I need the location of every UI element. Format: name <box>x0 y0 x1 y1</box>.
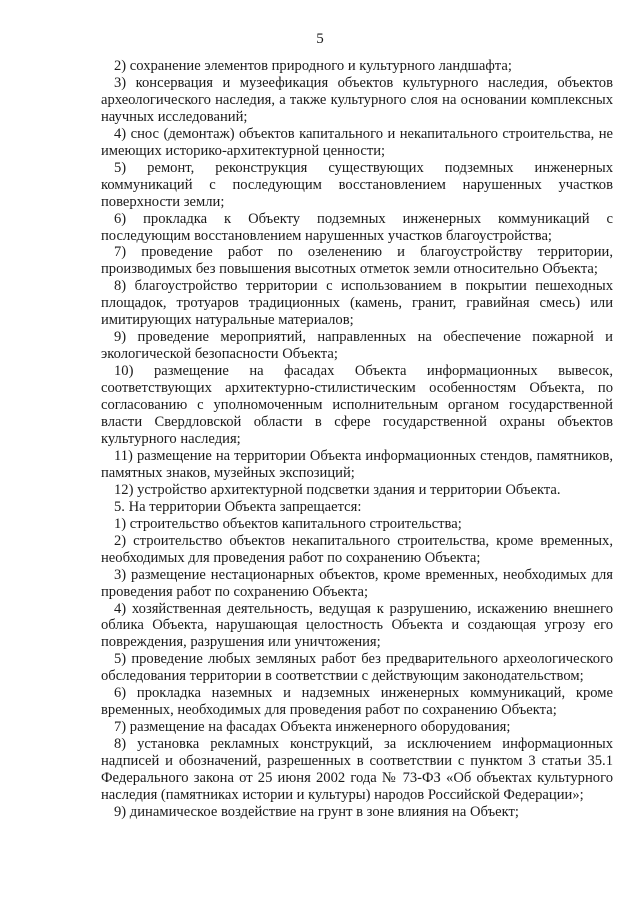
paragraph: 3) консервация и музеефикация объектов культурного наследия, объектов археологического наследия, а также культурного слоя на основании комплексных научных исследований; <box>101 74 613 125</box>
paragraph: 9) динамическое воздействие на грунт в зоне влияния на Объект; <box>114 803 519 820</box>
paragraph: 8) благоустройство территории с использованием в покрытии пешеходных площадок, тротуаров традиционных (камень, гранит, гравийная смесь) или имитирующих натуральные материалов; <box>101 278 613 329</box>
paragraph: 2) строительство объектов некапитального строительства, кроме временных, необходимых для проведения работ по сохранению Объекта; <box>101 532 613 566</box>
paragraph: 4) снос (демонтаж) объектов капитального и некапитального строительства, не имеющих историко-архитектурной ценности; <box>101 125 613 159</box>
paragraph: 5) проведение любых земляных работ без предварительного археологического обследования территории в соответствии с действующим законодательством; <box>101 651 613 685</box>
paragraph: 5) ремонт, реконструкция существующих подземных инженерных коммуникаций с последующим восстановлением нарушенных участков поверхности земли; <box>101 159 613 210</box>
page-number: 5 <box>316 31 324 47</box>
paragraph: 6) прокладка к Объекту подземных инженерных коммуникаций с последующим восстановлением нарушенных участков благоустройства; <box>101 210 613 244</box>
paragraph: 11) размещение на территории Объекта информационных стендов, памятников, памятных знаков, музейных экспозиций; <box>101 447 613 481</box>
paragraph: 1) строительство объектов капитального строительства; <box>114 515 462 532</box>
paragraph: 9) проведение мероприятий, направленных на обеспечение пожарной и экологической безопасности Объекта; <box>101 329 613 363</box>
paragraph: 8) установка рекламных конструкций, за исключением информационных надписей и обозначений, разрешенных в соответствии с пунктом 3 статьи 35.1 Федерального закона от 25 июня 2002 года № 73-ФЗ «Об объектах культурного наследия (памятниках истории и культуры) народов Российской Федерации»; <box>101 736 613 803</box>
paragraph: 3) размещение нестационарных объектов, кроме временных, необходимых для проведения работ по сохранению Объекта; <box>101 566 613 600</box>
section-heading: 5. На территории Объекта запрещается: <box>114 498 362 515</box>
paragraph: 7) размещение на фасадах Объекта инженерного оборудования; <box>114 719 511 736</box>
paragraph: 2) сохранение элементов природного и культурного ландшафта; <box>114 58 512 74</box>
paragraph: 7) проведение работ по озеленению и благоустройству территории, производимых без повышения высотных отметок земли относительно Объекта; <box>101 244 613 278</box>
paragraph: 12) устройство архитектурной подсветки здания и территории Объекта. <box>114 481 561 498</box>
paragraph: 4) хозяйственная деятельность, ведущая к разрушению, искажению внешнего облика Объекта, нарушающая целостность Объекта и создающая угрозу его повреждения, разрушения или уничтожения; <box>101 600 613 651</box>
paragraph: 6) прокладка наземных и надземных инженерных коммуникаций, кроме временных, необходимых для проведения работ по сохранению Объекта; <box>101 685 613 719</box>
document-body <box>101 58 613 821</box>
paragraph: 10) размещение на фасадах Объекта информационных вывесок, соответствующих архитектурно-стилистическим особенностям Объекта, по согласованию с уполномоченным исполнительным органом государственной власти Свердловской области в сфере государственной охраны объектов культурного наследия; <box>101 363 613 447</box>
